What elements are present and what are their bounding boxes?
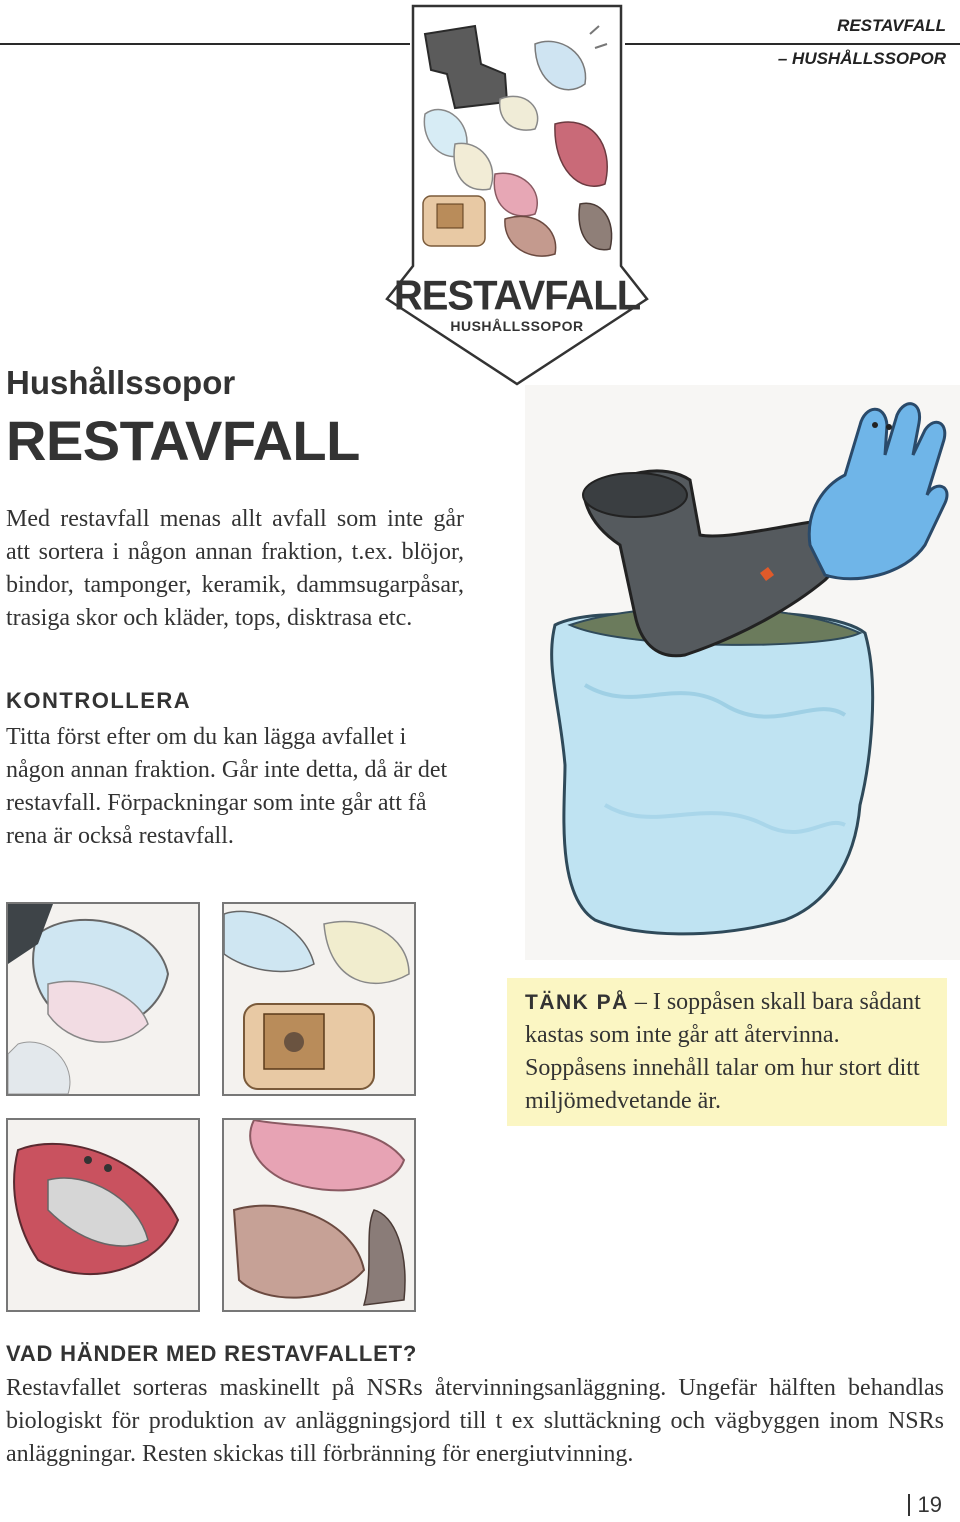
detail-tile-4 xyxy=(222,1118,416,1312)
detail-tile-3 xyxy=(6,1118,200,1312)
section-subtitle: Hushållssopor xyxy=(6,364,236,401)
intro-paragraph: Med restavfall menas allt avfall som inte går att sortera i någon annan fraktion, t.ex. blöjor, bindor, tamponger, keramik, dammsugarpåsar, trasiga skor och kläder, tops, disktrasa etc. xyxy=(6,506,464,631)
page-title: RESTAVFALL xyxy=(6,409,360,472)
vad-hander-heading: VAD HÄNDER MED RESTAVFALLET? xyxy=(6,1341,418,1366)
header-rule-right xyxy=(625,43,960,45)
running-head-subtitle: – HUSHÅLLSSOPOR xyxy=(777,49,946,68)
kontrollera-text: Titta först efter om du kan lägga avfallet i någon annan fraktion. Går inte detta, då är det restavfall. Förpackningar som inte går att få rena är också restavfall. xyxy=(6,724,448,849)
page-number: 19 xyxy=(908,1494,942,1516)
detail-tile-2 xyxy=(222,902,416,1096)
kontrollera-heading: KONTROLLERA xyxy=(6,688,192,713)
vad-hander-text: Restavfallet sorteras maskinellt på NSRs återvinningsanläggning. Ungefär hälften behandlas biologiskt för produktion av anläggningsjord till t ex sluttäckning och vägbyggen inom NSRs anläggningar. Resten skickas till förbränning för energiutvinning. xyxy=(6,1375,944,1467)
tip-heading: TÄNK PÅ xyxy=(525,991,629,1014)
tip-text: – I soppåsen skall bara sådant kastas som inte går att återvinna. Soppåsens innehåll talar om hur stort ditt miljömedvetande är. xyxy=(525,989,921,1114)
waste-bag-illustration xyxy=(525,385,960,960)
category-banner xyxy=(385,4,645,388)
tip-box xyxy=(507,978,947,1126)
banner-subtitle: HUSHÅLLSSOPOR xyxy=(450,318,584,334)
banner-title: RESTAVFALL xyxy=(393,272,641,320)
header-rule-left xyxy=(0,43,410,45)
running-head-title: RESTAVFALL xyxy=(837,16,946,35)
detail-tile-1 xyxy=(6,902,200,1096)
